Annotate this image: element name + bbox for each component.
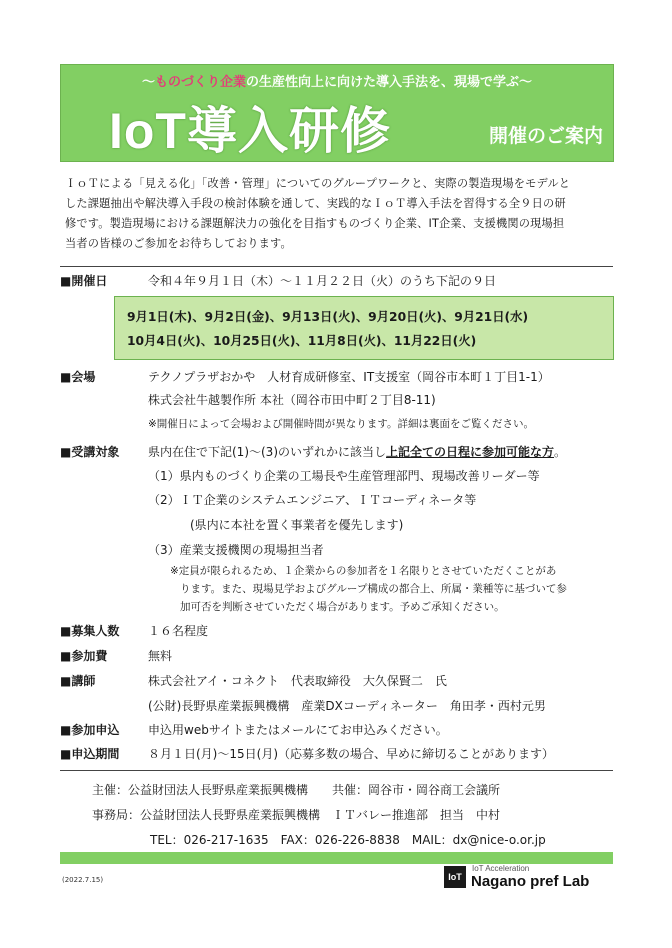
venue-note: ※開催日によって会場および開催時間が異なります。詳細は裏面をご覧ください。 <box>148 418 534 430</box>
intro-line: ＩｏＴによる「見える化」「改善・管理」についてのグループワークと、実際の製造現場をモデルと <box>65 177 571 190</box>
header-banner <box>60 64 614 162</box>
target-note-line: ※定員が限られるため、１企業からの参加者を１名限りとさせていただくことがあ <box>170 565 557 577</box>
intro-line: 当者の皆様のご参加をお待ちしております。 <box>65 237 292 250</box>
intro-line: した課題抽出や解決導入手段の検討体験を通して、実践的なＩｏＴ導入手法を習得する全９日の研 <box>65 197 566 210</box>
target-label: ■受講対象 <box>60 445 120 459</box>
capacity-label: ■募集人数 <box>60 624 120 638</box>
fee-label: ■参加費 <box>60 649 108 663</box>
target-item-1: （1）県内ものづくり企業の工場長や生産管理部門、現場改善リーダー等 <box>148 469 540 483</box>
instructor-label: ■講師 <box>60 674 96 688</box>
target-intro-emphasis: 上記全ての日程に参加可能な方 <box>386 445 555 459</box>
instructor-line2: (公財)長野県産業振興機構 産業DXコーディネーター 角田孝・西村元男 <box>148 699 546 713</box>
schedule-dates-line1: 9月1日(木)、9月2日(金)、9月13日(火)、9月20日(火)、9月21日(水) <box>127 310 529 324</box>
target-intro-end: 。 <box>554 445 567 459</box>
period-value: ８月１日(月)〜15日(月)（応募多数の場合、早めに締切ることがあります） <box>148 747 554 761</box>
header-subtitle <box>61 71 613 90</box>
subtitle-highlight: ものづくり企業 <box>154 75 246 90</box>
subtitle-prefix: 〜 <box>141 75 155 90</box>
venue-label: ■会場 <box>60 370 96 384</box>
page-title: IoT導入研修 <box>109 103 391 159</box>
logo-main-text: Nagano pref Lab <box>471 873 590 890</box>
target-item-3: （3）産業支援機関の現場担当者 <box>148 543 324 557</box>
page-title-suffix: 開催のご案内 <box>489 125 604 147</box>
schedule-dates-line2: 10月4日(火)、10月25日(火)、11月8日(火)、11月22日(火) <box>127 334 477 348</box>
application-value: 申込用webサイトまたはメールにてお申込みください。 <box>148 723 448 737</box>
footer-office: 事務局：公益財団法人長野県産業振興機構 ＩＴバレー推進部 担当 中村 <box>92 808 501 822</box>
schedule-label: ■開催日 <box>60 274 108 288</box>
instructor-line1: 株式会社アイ・コネクト 代表取締役 大久保賢二 氏 <box>148 674 447 688</box>
venue-line2: 株式会社牛越製作所 本社（岡谷市田中町２丁目8-11) <box>148 393 436 407</box>
schedule-dates-box <box>114 296 614 360</box>
target-intro <box>148 443 566 460</box>
divider <box>60 266 613 267</box>
target-item-2: （2）ＩＴ企業のシステムエンジニア、ＩＴコーディネータ等 <box>148 493 477 507</box>
venue-line1: テクノプラザおかや 人材育成研修室、IT支援室（岡谷市本町１丁目1-1） <box>148 370 550 384</box>
footer-contact: TEL：026-217-1635 FAX：026-226-8838 MAIL：dx@nice-o.or.jp <box>150 833 546 847</box>
application-label: ■参加申込 <box>60 723 120 737</box>
divider <box>60 770 613 771</box>
logo-top-text: IoT Acceleration <box>472 864 530 873</box>
intro-paragraph <box>65 174 610 254</box>
target-intro-text: 県内在住で下記(1)〜(3)のいずれかに該当し <box>148 445 386 459</box>
target-item-2-note: (県内に本社を置く事業者を優先します) <box>190 518 404 532</box>
period-label: ■申込期間 <box>60 747 120 761</box>
schedule-value: 令和４年９月１日（木）〜１１月２２日（火）のうち下記の９日 <box>148 274 497 288</box>
nagano-pref-lab-logo <box>444 862 614 892</box>
subtitle-rest: の生産性向上に向けた導入手法を、現場で学ぶ〜 <box>246 75 533 90</box>
capacity-value: １６名程度 <box>148 624 209 638</box>
footer-host: 主催：公益財団法人長野県産業振興機構 共催：岡谷市・岡谷商工会議所 <box>92 783 501 797</box>
logo-mark-icon: IoT <box>444 866 466 888</box>
target-note-line: 加可否を判断させていただく場合があります。予めご承知ください。 <box>180 601 505 613</box>
date-stamp: (2022.7.15) <box>62 876 104 884</box>
target-note-line: ります。また、現場見学およびグループ構成の都合上、所属・業種等に基づいて参 <box>180 583 567 595</box>
fee-value: 無料 <box>148 649 173 663</box>
intro-line: 修です。製造現場における課題解決力の強化を目指すものづくり企業、IT企業、支援機関の現場担 <box>65 217 565 230</box>
